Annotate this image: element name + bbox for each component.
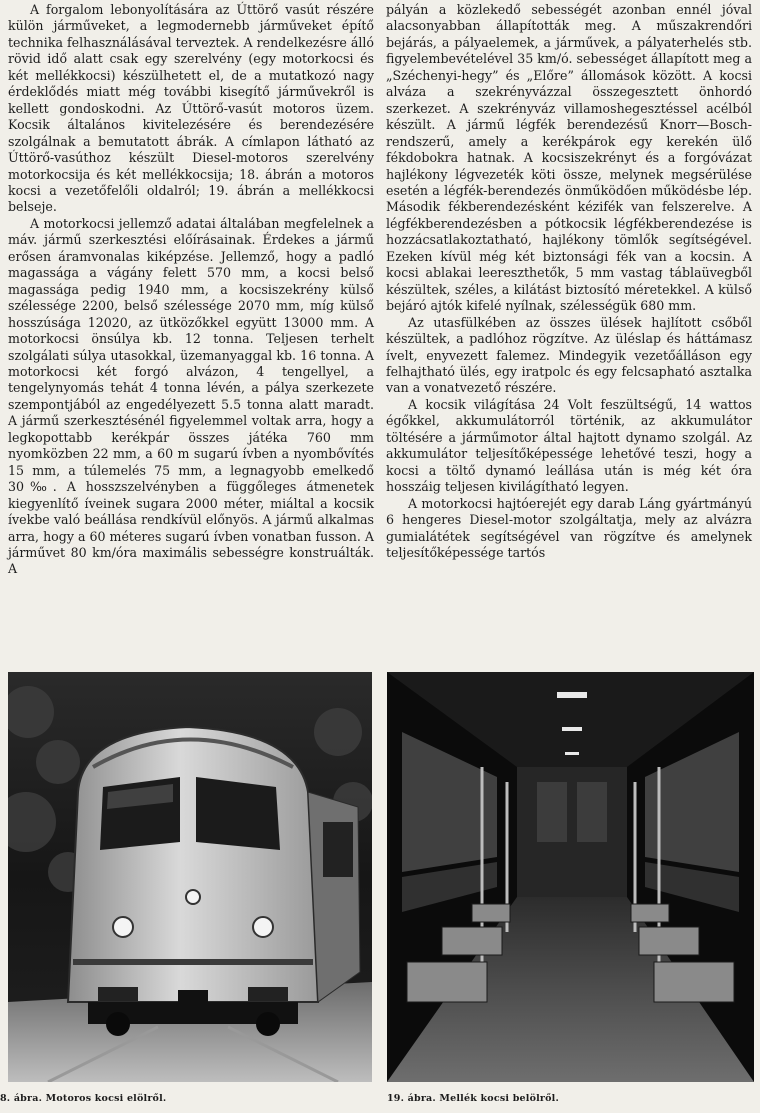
trailer-interior-photo — [387, 672, 754, 1082]
paragraph-continued: pályán a közlekedő sebességét azonban ennél jóval alacsonyabban állapították meg. A műszakrendőri bejárás, a pályaelemek, a járművek, a pályaterhelés stb. figyelembevételével 35 km/ó. sebességet állapított meg a „Széchenyi-hegy” és „Előre” állomások között. A kocsi alváza a szekrényvázzal összegesztett önhordó szerkezet. A szekrényváz villamoshegesztéssel acélból készült. A jármű légfék berendezésű Knorr—Bosch-rendszerű, amely a kerékpárok egy kerekén ülő fékdobokra hatnak. A kocsiszekrényt és a forgóvázat hajlékony légvezeték köti össze, melynek megsérülése esetén a légfék-berendezés önműködően működésbe lép. Második fékberendezésként kézifék van felszerelve. A légfékberendezésben a pótkocsik légfékberendezése is hozzácsatlakoztatható, hajlékony tömlők segítségével. Ezeken kívül még két biztonsági fék van a kocsin. A kocsi ablakai leereszthetők, 5 mm vastag táblaüvegből készültek, széles, a kilátást biztosító méretekkel. A külső bejáró ajtók kifelé nyílnak, szélességük 680 mm. — [386, 2, 752, 314]
paragraph: A forgalom lebonyolítására az Úttörő vasút részére külön járműveket, a legmodernebb járműveket építő technika felhasználásával terveztek. A rendelkezésre álló rövid idő alatt csak egy szerelvény (egy motorkocsi és két mellékkocsi) készülhetett el, de a mutatkozó nagy érdeklődés miatt még további kisegítő járművekről is kellett gondoskodni. Az Úttörő-vasút motoros üzem. Kocsik általános kivitelezésére és berendezésére szolgálnak a bemutatott ábrák. A címlapon látható az Úttörő-vasúthoz készült Diesel-motoros szerelvény motorkocsija és két mellékkocsija; 18. ábrán a motoros kocsi a vezetőfelőli oldalról; 19. ábrán a mellékkocsi belseje. — [8, 2, 374, 215]
paragraph: A motorkocsi jellemző adatai általában megfelelnek a máv. jármű szerkesztési előírásainak. Érdekes a jármű erősen áramvonalas kiképzése. Jellemző, hogy a padló magassága a vágány felett 570 mm, a kocsi belső magassága pedig 1940 mm, a kocsiszekrény külső szélessége 2200, belső szélessége 2070 mm, míg külső hosszúsága 12020, az ütközőkkel együtt 13000 mm. A motorkocsi önsúlya kb. 12 tonna. Teljesen terhelt szolgálati súlya utasokkal, üzemanyaggal kb. 16 tonna. A motorkocsi két forgó alvázon, 4 tengellyel, a tengelynyomás tehát 4 tonna lévén, a pálya szerkezete szempontjából az engedélyezett 5.5 tonna alatt maradt. A jármű szerkesztésénél figyelemmel voltak arra, hogy a legkopottabb kerékpár összes játéka 760 mm nyomközben 22 mm, a 60 m sugarú ívben a nyombővítés 15 mm, a túlemelés 75 mm, a legnagyobb emelkedő 30‰. A hosszszelvényben a függőleges átmenetek kiegyenlítő íveinek sugara 2000 méter, miáltal a kocsik ívekbe való beállása rendkívül előnyös. A jármű alkalmas arra, hogy a 60 méteres sugarú ívben vonatban fusson. A járművet 80 km/óra maximális sebességre konstruálták. A — [8, 215, 374, 577]
figure-18-caption: 8. ábra. Motoros kocsi elölről. — [0, 1093, 167, 1104]
trailer-interior-illustration — [387, 672, 754, 1082]
railcar-front-photo — [8, 672, 372, 1082]
railcar-front-illustration — [8, 672, 372, 1082]
left-text-column — [8, 2, 374, 578]
paragraph: Az utasfülkében az összes ülések hajlított csőből készültek, a padlóhoz rögzítve. Az üléslap és háttámasz ívelt, enyvezett falemez. Mindegyik vezetőálláson egy felhajtható ülés, egy iratpolc és egy felcsapható asztalka van a vonatvezető részére. — [386, 314, 752, 396]
right-text-column — [386, 2, 752, 561]
figure-19-caption: 19. ábra. Mellék kocsi belölről. — [387, 1093, 559, 1104]
paragraph: A motorkocsi hajtóerejét egy darab Láng gyártmányú 6 hengeres Diesel-motor szolgáltatja, mely az alvázra gumialátétek segítségével van rögzítve és amelynek teljesítőképessége tartós — [386, 495, 752, 560]
paragraph: A kocsik világítása 24 Volt feszültségű, 14 wattos égőkkel, akkumulátorról történik, az akkumulátor töltésére a járműmotor által hajtott dynamo szolgál. Az akkumulátor teljesítőképessége lehetővé teszi, hogy a kocsi a töltő dynamó leállása után is még két óra hosszáig teljesen kivilágítható legyen. — [386, 396, 752, 495]
